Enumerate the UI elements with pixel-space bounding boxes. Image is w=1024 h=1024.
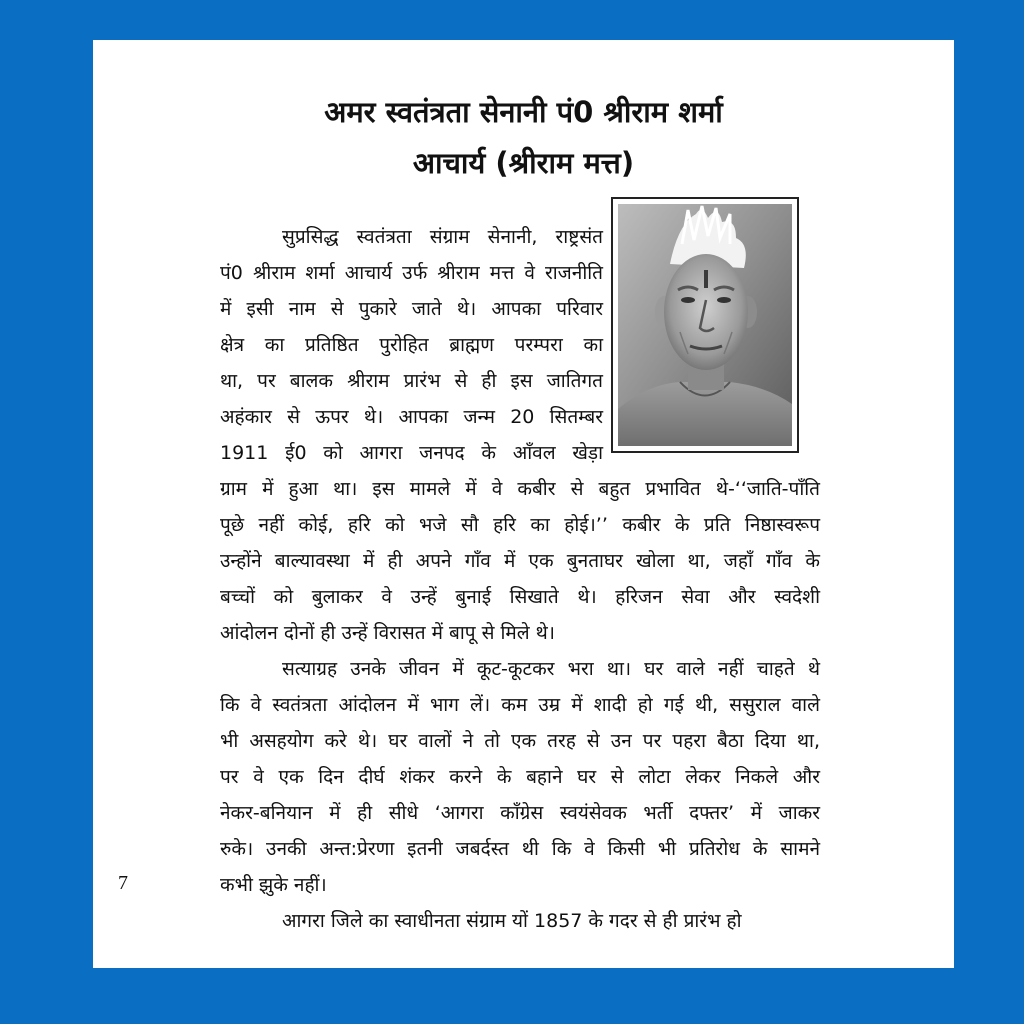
body-line: सुप्रसिद्ध स्वतंत्रता संग्राम सेनानी, राष्ट्रसंत	[282, 226, 603, 248]
body-line: आंदोलन दोनों ही उन्हें विरासत में बापू से मिले थे।	[220, 622, 556, 644]
body-line: आगरा जिले का स्वाधीनता संग्राम यों 1857 के गदर से ही प्रारंभ हो	[282, 910, 742, 932]
body-line: ग्राम में हुआ था। इस मामले में वे कबीर से बहुत प्रभावित थे-‘‘जाति-पाँति	[220, 478, 820, 500]
body-line: क्षेत्र का प्रतिष्ठित पुरोहित ब्राह्मण परम्परा का	[220, 334, 603, 356]
document-page	[93, 40, 954, 968]
body-line: भी असहयोग करे थे। घर वालों ने तो एक तरह से उन पर पहरा बैठा दिया था,	[220, 730, 820, 752]
body-line: में इसी नाम से पुकारे जाते थे। आपका परिवार	[220, 298, 603, 320]
body-line: अहंकार से ऊपर थे। आपका जन्म 20 सितम्बर	[220, 406, 603, 428]
page-number: 7	[118, 872, 128, 894]
body-line: 1911 ई0 को आगरा जनपद के आँवल खेड़ा	[220, 442, 603, 464]
page-title-line-2: आचार्य (श्रीराम मत्त)	[412, 146, 635, 180]
body-line: नेकर-बनियान में ही सीधे ‘आगरा काँग्रेस स्वयंसेवक भर्ती दफ्तर’ में जाकर	[220, 802, 820, 824]
body-line: उन्होंने बाल्यावस्था में ही अपने गाँव में एक बुनताघर खोला था, जहाँ गाँव के	[220, 550, 820, 572]
page-title-line-1: अमर स्वतंत्रता सेनानी पं0 श्रीराम शर्मा	[324, 95, 723, 129]
portrait-photo	[611, 197, 799, 453]
body-line: रुके। उनकी अन्त:प्रेरणा इतनी जबर्दस्त थी कि वे किसी भी प्रतिरोध के सामने	[220, 838, 820, 860]
body-line: था, पर बालक श्रीराम प्रारंभ से ही इस जातिगत	[220, 370, 603, 392]
portrait-icon	[618, 204, 792, 446]
body-line: सत्याग्रह उनके जीवन में कूट-कूटकर भरा था। घर वाले नहीं चाहते थे	[282, 658, 820, 680]
body-line: बच्चों को बुलाकर वे उन्हें बुनाई सिखाते थे। हरिजन सेवा और स्वदेशी	[220, 586, 820, 608]
body-line: कि वे स्वतंत्रता आंदोलन में भाग लें। कम उम्र में शादी हो गई थी, ससुराल वाले	[220, 694, 820, 716]
body-line: पर वे एक दिन दीर्घ शंकर करने के बहाने घर से लोटा लेकर निकले और	[220, 766, 820, 788]
body-line: पूछे नहीं कोई, हरि को भजे सौ हरि का होई।’’ कबीर के प्रति निष्ठास्वरूप	[220, 514, 820, 536]
body-line: कभी झुके नहीं।	[220, 874, 327, 896]
body-line: पं0 श्रीराम शर्मा आचार्य उर्फ श्रीराम मत्त वे राजनीति	[220, 262, 603, 284]
